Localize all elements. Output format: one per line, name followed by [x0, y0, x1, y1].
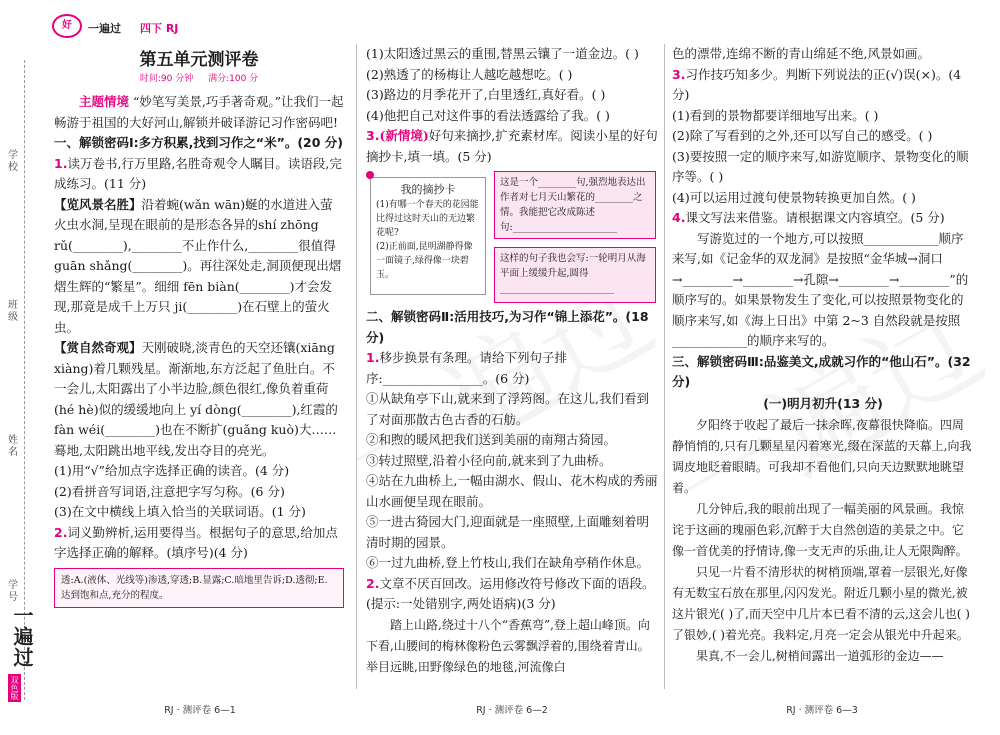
full-score: 满分:100 分	[208, 74, 259, 84]
order-item-3: ③转过照壁,沿着小径向前,就来到了九曲桥。	[366, 452, 612, 468]
passage-1-label: 【览风景名胜】	[54, 196, 142, 212]
reading-paragraph-1: 夕阳终于收起了最后一抹余晖,夜幕很快降临。四周静悄悄的,只有几颗星星闪着寒光,缀在深蓝的天幕上,向我调皮地眨着眼睛。可我却不看他们,只向天边默默地眺望着。	[672, 417, 972, 495]
excerpt-card-area	[366, 171, 658, 303]
pin-icon	[366, 171, 374, 179]
column-divider-1	[356, 44, 357, 689]
question-7-body: 写游览过的一个地方,可以按照____________顺序来写,如《记金华的双龙洞》是按照“金华城→洞口→________→________→孔隙→________→________”的顺序写的。如果景物发生了变化,可以按照景物变化的顺序来写,如《海上日出》中第 2~3 自然段就是按照____________的顺序来写的。	[672, 230, 969, 348]
passage-2-text: 天刚破晓,淡青色的天空还镶(xiāng xiàng)着几颗残星。渐渐地,东方泛起了鱼肚白。不一会儿,太阳露出了小半边脸,颜色很红,像负着重荷(hé hè)似的缓缓地向上 yí dòng(________),红霞的 fàn wéi(________)也在不断扩(guǎng kuò)大……蓦地,太阳跳出地平线,发出夺目的亮光。	[54, 340, 338, 458]
page-footer-3: RJ · 测评卷 6—3	[786, 705, 858, 716]
question-7-number: 4.	[672, 210, 686, 225]
binding-dashed-line	[24, 60, 25, 700]
judge-item-4: (4)可以运用过渡句使景物转换更加自然。( )	[672, 189, 916, 205]
question-1-sub-2: (2)看拼音写词语,注意把字写匀称。(6 分)	[54, 483, 285, 499]
excerpt-card-item-2: (2)正前面,昆明湖静得像一面镜子,绿得像一块碧玉。	[376, 242, 473, 280]
question-6	[672, 65, 974, 106]
question-1-text: 读万卷书,行万里路,名胜奇观令人瞩目。读语段,完成练习。(11 分)	[54, 155, 342, 191]
q2-item-3: (3)路边的月季花开了,白里透红,真好看。( )	[366, 87, 606, 102]
school-label: 学校	[8, 150, 18, 173]
theme-label: 主题情境	[79, 94, 130, 109]
question-2	[54, 523, 344, 564]
name-label: 姓名	[8, 435, 18, 458]
excerpt-answer-1: 这是一个________句,强烈地表达出作者对七月天山繁花的________之情。我能把它改成陈述句:______________________	[494, 171, 656, 239]
question-2-text: 词义勤辨析,运用要得当。根据句子的意思,给加点字选择正确的解释。(填序号)(4 分)	[54, 524, 338, 560]
time-limit: 时间:90 分钟	[139, 74, 194, 84]
excerpt-answer-2: 这样的句子我也会写:一轮明月从海平面上缓缓升起,圆得________________________	[494, 247, 656, 303]
question-1	[54, 154, 344, 195]
question-6-text: 习作技巧知多少。判断下列说法的正(√)误(×)。(4 分)	[672, 66, 962, 102]
brand-name: 一遍过	[88, 22, 121, 35]
column-2	[366, 44, 658, 689]
reading-paragraph-4: 果真,不一会儿,树梢间露出一道弧形的金边——	[696, 648, 944, 663]
student-id-label: 学号	[8, 580, 18, 603]
vertical-brand	[8, 605, 34, 705]
page-footer-2: RJ · 测评卷 6—2	[476, 705, 548, 716]
q2-item-1: (1)太阳透过黑云的重围,替黑云镶了一道金边。( )	[366, 46, 639, 61]
excerpt-card-item-1: (1)有哪一个春天的花园能比得过这时天山的无边繁花呢?	[376, 200, 479, 238]
question-2-number: 2.	[54, 524, 68, 540]
new-context-tag: (新情境)	[379, 128, 429, 143]
order-item-6: ⑥一过九曲桥,登上竹枝山,我们在缺角亭稍作休息。	[366, 555, 649, 570]
excerpt-card	[370, 177, 486, 295]
question-3	[366, 126, 658, 167]
vertical-brand-text: 一遍过	[10, 605, 34, 668]
column-1	[54, 44, 344, 689]
revision-passage: 踏上山路,绕过十八个“香蕉弯”,登上超山峰顶。向下看,山腰间的梅林像粉色云雾飘浮着的,围绕着青山。举目远眺,田野像绿色的地毯,河流像白	[366, 617, 650, 674]
question-3-text: 好句来摘抄,扩充素材库。阅读小星的好句摘抄卡,填一填。(5 分)	[366, 128, 658, 164]
page-footer-1: RJ · 测评卷 6—1	[164, 705, 236, 716]
judge-item-1: (1)看到的景物都要详细地写出来。( )	[672, 107, 879, 123]
order-item-4: ④站在九曲桥上,一幅由湖水、假山、花木构成的秀丽山水画便呈现在眼前。	[366, 473, 658, 509]
theme-intro	[54, 92, 344, 133]
passage-1-text: 沿着蜿(wǎn wān)蜒的水道进入萤火虫水洞,呈现在眼前的是形态各异的shí zhōng rǔ(________),________不止作什么,________很值得 guān shǎng(________)。再往深处走,洞顶便现出熠熠生辉的“繁星”。细细 fēn biàn(________)才会发现,那竟是成千上万只 ji(________)在石壁上的萤火虫。	[54, 196, 342, 335]
question-4-text: 移步换景有条理。请给下列句子排序:________________。(6 分)	[366, 350, 567, 386]
section-3-heading: 三、解锁密码Ⅲ:品鉴美文,成就习作的“他山石”。(32 分)	[672, 353, 971, 389]
judge-item-3: (3)要按照一定的顺序来写,如游览顺序、景物变化的顺序等。( )	[672, 148, 969, 184]
revision-passage-continued: 色的漂带,连绵不断的青山绵延不绝,风景如画。	[672, 46, 930, 61]
question-3-number: 3.	[366, 128, 380, 143]
column-divider-2	[664, 44, 665, 689]
question-1-sub-3: (3)在文中横线上填入恰当的关联词语。(1 分)	[54, 504, 306, 519]
judge-item-2: (2)除了写看到的之外,还可以写自己的感受。( )	[672, 128, 933, 143]
question-5	[366, 574, 658, 615]
theme-text: “妙笔写美景,巧手著奇观。”让我们一起畅游于祖国的大好河山,解锁并破译游记习作密码吧!	[54, 94, 344, 130]
question-6-number: 3.	[672, 66, 686, 82]
question-1-sub-1: (1)用“√”给加点字选择正确的读音。(4 分)	[54, 463, 290, 478]
definition-hint-box: 透:A.(液体、光线等)渗透,穿透;B.显露;C.暗地里告诉;D.透彻;E.达到饱和点,充分的程度。	[54, 568, 344, 608]
brand-logo-icon: 好	[52, 14, 82, 38]
question-5-text: 文章不厌百回改。运用修改符号修改下面的语段。(提示:一处错别字,两处语病)(3 分)	[366, 575, 655, 611]
column-3	[672, 44, 974, 689]
question-4	[366, 348, 658, 389]
section-2-heading: 二、解锁密码Ⅱ:活用技巧,为习作“锦上添花”。(18 分)	[366, 309, 649, 345]
reading-paragraph-2: 几分钟后,我的眼前出现了一幅美丽的风景画。我惊诧于这画的瑰丽色彩,沉醉于大自然创造的美景之中。它像一首优美的抒情诗,像一支无声的乐曲,让人无限陶醉。	[672, 501, 968, 558]
vertical-brand-tag: 双色版	[10, 676, 19, 700]
section-1-heading: 一、解锁密码Ⅰ:多方积累,找到习作之“米”。(20 分)	[54, 135, 344, 150]
class-label: 班级	[8, 300, 18, 323]
exam-meta	[54, 72, 344, 86]
order-item-1: ①从缺角亭下山,就来到了浮筠阁。在这儿,我们看到了对面那散古色古香的石舫。	[366, 391, 649, 427]
question-1-number: 1.	[54, 155, 68, 171]
grade-label: 四下 RJ	[140, 22, 179, 35]
order-item-5: ⑤一进古猗园大门,迎面就是一座照壁,上面雕刻着明清时期的园景。	[366, 514, 649, 550]
q2-item-4: (4)他把自己对这件事的看法透露给了我。( )	[366, 107, 610, 123]
page-header	[46, 10, 346, 40]
exam-title: 第五单元测评卷	[139, 50, 259, 70]
question-7-text: 课文写法来借鉴。请根据课文内容填空。(5 分)	[685, 210, 945, 225]
passage-1	[54, 195, 344, 339]
question-5-number: 2.	[366, 575, 380, 591]
excerpt-card-title: 我的摘抄卡	[400, 183, 456, 196]
reading-title: (一)明月初升(13 分)	[763, 395, 883, 411]
passage-2-label: 【赏自然奇观】	[54, 340, 142, 355]
question-4-number: 1.	[366, 350, 380, 365]
q2-item-2: (2)熟透了的杨梅让人越吃越想吃。( )	[366, 66, 573, 82]
passage-2	[54, 338, 344, 461]
order-item-2: ②和煦的暖风把我们送到美丽的南翔古猗园。	[366, 432, 617, 447]
binding-sidebar	[0, 0, 42, 735]
question-7	[672, 208, 974, 229]
reading-paragraph-3: 只见一片看不清形状的树梢顶端,罩着一层银光,好像有无数宝石放在那里,闪闪发光。附近几颗小星的微光,被这片银光( )了,而天空中几片本已看不清的云,这会儿也( )了银妙,( )着光亮。我料定,月亮一定会从银光中升起来。	[672, 564, 970, 642]
